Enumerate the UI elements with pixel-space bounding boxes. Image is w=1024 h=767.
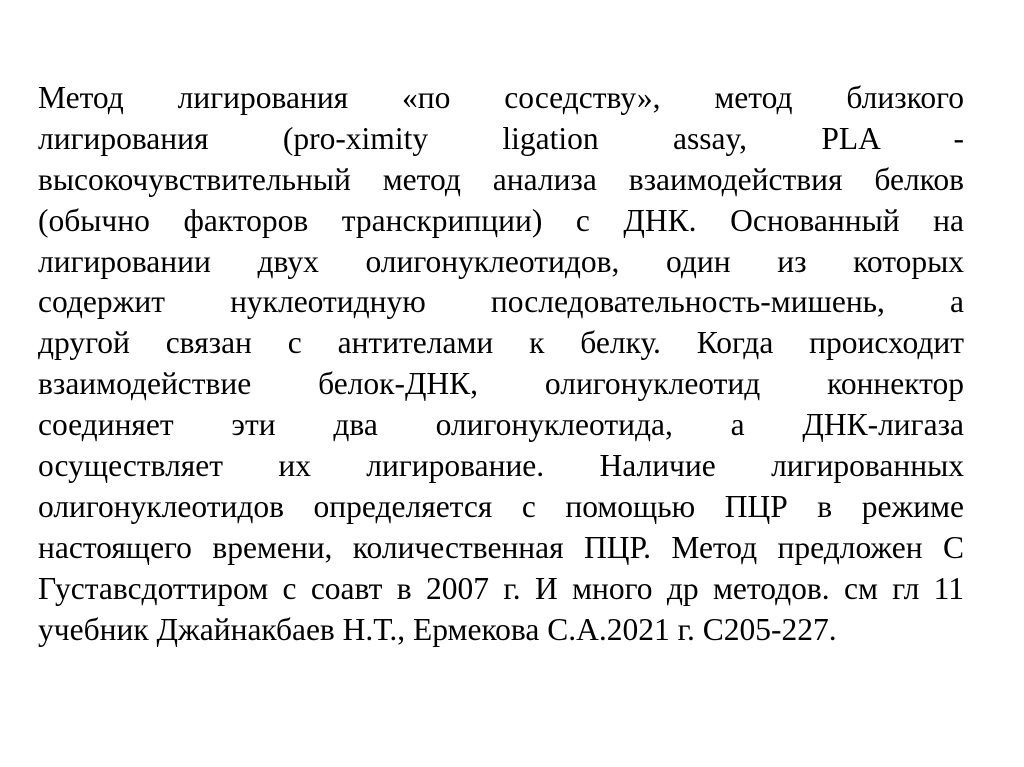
body-text: [38, 78, 964, 650]
text-line-12: настоящего времени, количественная ПЦР. Метод предложен С: [38, 529, 964, 565]
text-line-8: взаимодействие белок-ДНК, олигонуклеотид коннектор: [38, 366, 964, 402]
text-line-4: (обычно факторов транскрипции) с ДНК. Основанный на: [38, 202, 964, 238]
text-line-10: осуществляет их лигирование. Наличие лигированных: [38, 448, 964, 484]
text-line-2: лигирования (pro-ximity ligation assay, PLA -: [38, 120, 964, 156]
text-line-13: Густавсдоттиром с соавт в 2007 г. И много др методов. см гл 11: [38, 570, 964, 606]
text-line-14: учебник Джайнакбаев Н.Т., Ермекова С.А.2021 г. С205-227.: [38, 611, 837, 647]
text-line-7: другой связан с антителами к белку. Когда происходит: [38, 325, 964, 361]
text-line-3: высокочувствительный метод анализа взаимодействия белков: [38, 161, 964, 197]
text-line-1: Метод лигирования «по соседству», метод близкого: [38, 80, 964, 115]
text-line-9: соединяет эти два олигонуклеотида, а ДНК-лигаза: [38, 407, 964, 443]
text-line-5: лигировании двух олигонуклеотидов, один из которых: [38, 243, 964, 279]
text-line-6: содержит нуклеотидную последовательность-мишень, а: [38, 284, 964, 320]
text-line-11: олигонуклеотидов определяется с помощью ПЦР в режиме: [38, 488, 964, 524]
